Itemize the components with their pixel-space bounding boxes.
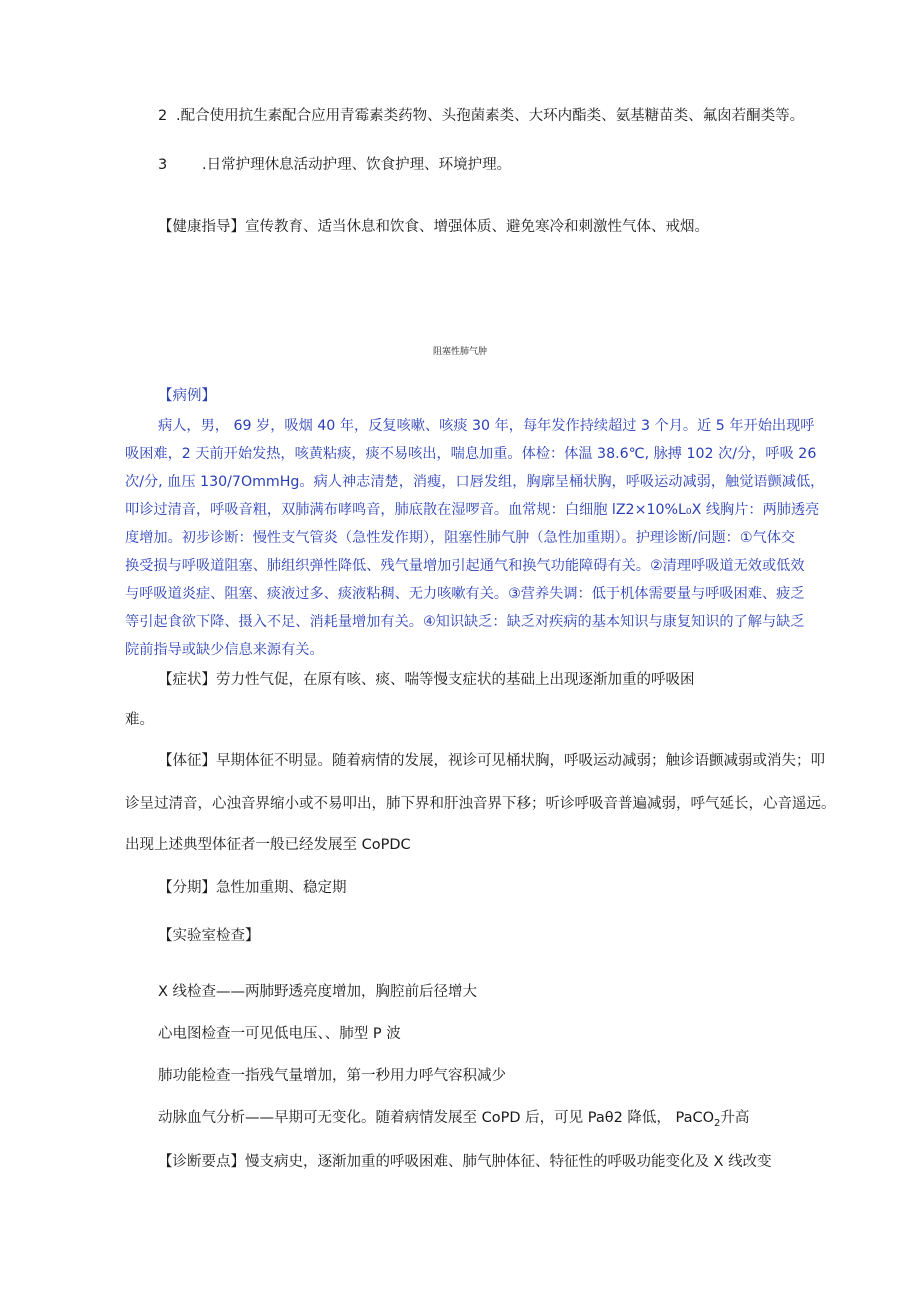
case-line: 病人，男， 69 岁，吸烟 40 年，反复咳嗽、咳痰 30 年，每年发作持续超过 3 个月。近 5 年开始出现呼 [158, 418, 815, 434]
lab-abg-suffix: 升高 [720, 1110, 750, 1126]
item-text: .日常护理休息活动护理、饮食护理、环境护理。 [202, 157, 512, 173]
case-line: 院前指导或缺少信息来源有关。 [125, 642, 324, 658]
lab-xray: X 线检查——两肺野透亮度增加，胸腔前后径增大 [158, 984, 478, 1000]
lab-abg-subscript: 2 [714, 1117, 721, 1129]
item-text: .配合使用抗生素配合应用青霉素类药物、头孢菌素类、大环内酯类、氨基糖苗类、氟囱若酮类等。 [176, 108, 805, 124]
sign-line: 诊呈过清音，心浊音界缩小或不易叩出，肺下界和肝浊音界下移；听诊呼吸音普遍减弱，呼气延长，心音遥远。 [125, 796, 836, 812]
health-guidance: 【健康指导】宣传教育、适当休息和饮食、增强体质、避免寒冷和刺激性气体、戒烟。 [158, 219, 709, 235]
lab-heading: 【实验室检查】 [158, 928, 260, 944]
sign-line: 【体征】早期体征不明显。随着病情的发展，视诊可见桶状胸，呼吸运动减弱；触诊语颤减弱或消失；叩 [158, 753, 825, 769]
case-line: 吸困难，2 天前开始发热，咳黄粘痰，痰不易咳出，喘息加重。体检：体温 38.6℃, 脉搏 102 次/分，呼吸 26 [125, 446, 817, 462]
item-number: 2 [158, 108, 168, 124]
case-line: 换受损与呼吸道阻塞、肺组织弹性降低、残气量增加引起通气和换气功能障碍有关。②清理呼吸道无效或低效 [125, 558, 805, 574]
page-title: 阻塞性肺气肿 [432, 347, 487, 357]
case-line: 等引起食欲下降、摄入不足、消耗量增加有关。④知识缺乏：缺乏对疾病的基本知识与康复知识的了解与缺乏 [125, 614, 805, 630]
item-number: 3 [158, 157, 168, 173]
item-2 [158, 109, 804, 124]
symptom-line: 【症状】劳力性气促，在原有咳、痰、喘等慢支症状的基础上出现逐渐加重的呼吸困 [158, 672, 695, 688]
lab-pft: 肺功能检查一指残气量增加，第一秒用力呼气容积减少 [158, 1068, 506, 1084]
item-3 [158, 158, 511, 173]
lab-ecg: 心电图检查一可见低电压、、肺型 P 波 [158, 1026, 401, 1042]
case-line: 次/分, 血压 130/7OmmHg。病人神志清楚，消瘦，口唇发组，胸廓呈桶状胸，呼吸运动减弱，触觉语颤减低， [125, 474, 825, 490]
staging: 【分期】急性加重期、稳定期 [158, 880, 347, 896]
diagnosis-points: 【诊断要点】慢支病史，逐渐加重的呼吸困难、肺气肿体征、特征性的呼吸功能变化及 X 线改变 [158, 1154, 772, 1170]
case-line: 与呼吸道炎症、阻塞、痰液过多、痰液粘稠、无力咳嗽有关。③营养失调：低于机体需要量与呼吸困难、疲乏 [125, 586, 805, 602]
case-heading: 【病例】 [158, 388, 216, 404]
lab-abg [158, 1111, 749, 1129]
sign-line: 出现上述典型体征者一般已经发展至 CoPDC [125, 837, 411, 853]
case-line: 度增加。初步诊断：慢性支气管炎（急性发作期），阻塞性肺气肿（急性加重期）。护理诊断/问题：①气体交 [125, 530, 796, 546]
lab-abg-text: 动脉血气分析——早期可无变化。随着病情发展至 CoPD 后，可见 Paθ2 降低， PaCO [158, 1110, 715, 1126]
symptom-line: 难。 [125, 712, 154, 728]
case-line: 叩诊过清音，呼吸音粗，双肺满布哮鸣音，肺底散在湿啰音。血常规：白细胞 lZ2×10%L₀X 线胸片：两肺透亮 [125, 502, 820, 518]
